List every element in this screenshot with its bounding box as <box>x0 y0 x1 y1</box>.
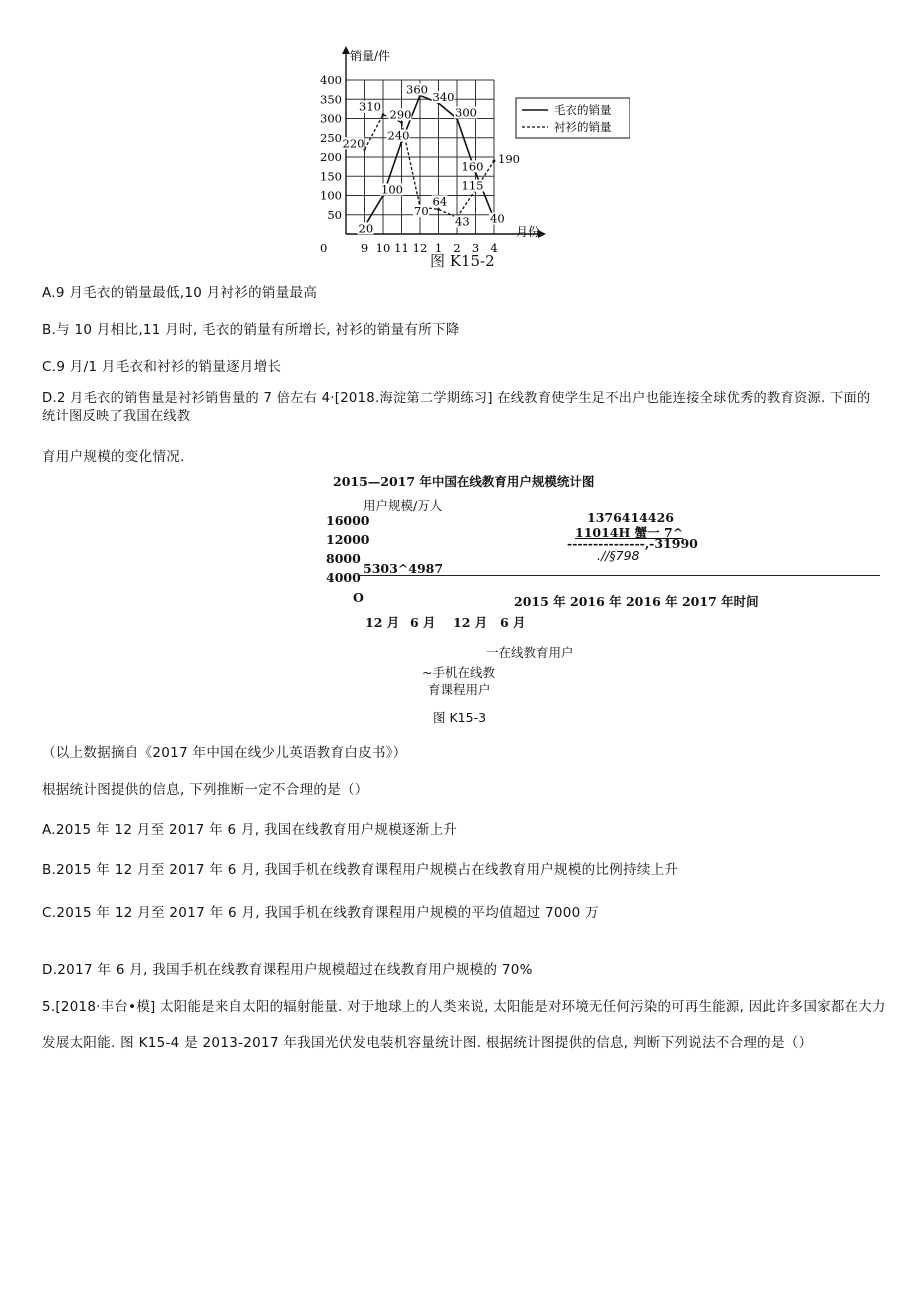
question-4-intro-tail: 育用户规模的变化情况. <box>42 449 185 465</box>
y-axis-arrow <box>342 46 350 54</box>
option-d-q3-text: D.2 月毛衣的销售量是衬衫销售量的 7 倍左右 4·[2018.海淀第二学期练习] 在线教育使学生足不出户也能连接全球优秀的教育资源. 下面的统计图反映了我国在线教 <box>42 391 871 424</box>
y-tick-label: 50 <box>327 207 342 222</box>
value-label-4: .//§798 <box>597 548 640 563</box>
sales-line-chart <box>300 40 630 280</box>
data-label: 20 <box>358 221 374 236</box>
data-label: 100 <box>381 182 403 197</box>
x-tick-label: 11 <box>394 241 409 255</box>
x-axis-label: 月份 <box>516 225 541 239</box>
value-label-first: 5303^4987 <box>363 561 444 576</box>
legend-mobile-users-line2: 育课程用户 <box>428 682 491 697</box>
y-tick-8000: 8000 <box>326 551 361 566</box>
x-tick-label: 12 <box>412 241 428 255</box>
option-a-q3: A.9 月毛衣的销量最低,10 月衬衫的销量最高 <box>42 285 318 301</box>
data-label: 64 <box>432 194 448 209</box>
legend-online-users: 一在线教育用户 <box>486 645 574 660</box>
legend-label-shirt: 衬衫的销量 <box>554 120 612 134</box>
data-label: 115 <box>461 178 484 193</box>
data-label: 220 <box>342 136 365 151</box>
y-tick-label: 400 <box>320 73 342 87</box>
y-tick-16000: 16000 <box>326 513 370 528</box>
shirt-sales-point <box>493 159 496 162</box>
data-source-note: （以上数据摘自《2017 年中国在线少儿英语教育白皮书》） <box>42 745 407 761</box>
data-label: 300 <box>455 105 477 120</box>
data-label: 340 <box>432 90 455 105</box>
value-label-top: 1376414426 <box>587 510 674 525</box>
option-c-q4: C.2015 年 12 月至 2017 年 6 月, 我国手机在线教育课程用户规模的平均值超过 7000 万 <box>42 905 599 921</box>
y-tick-label: 150 <box>320 169 342 184</box>
chart-title: 2015—2017 年中国在线教育用户规模统计图 <box>333 474 595 489</box>
x-tick-label: 2 <box>453 241 461 255</box>
x-tick-label: 10 <box>375 241 391 255</box>
option-d-q4: D.2017 年 6 月, 我国手机在线教育课程用户规模超过在线教育用户规模的 70% <box>42 962 533 978</box>
option-d-q3 <box>42 390 880 426</box>
y-tick-12000: 12000 <box>326 532 370 547</box>
shirt-sales-point <box>400 121 403 124</box>
x-tick-label: 4 <box>490 241 498 255</box>
origin-label: 0 <box>320 241 328 255</box>
option-b-q3: B.与 10 月相比,11 月时, 毛衣的销量有所增长, 衬衫的销量有所下降 <box>42 322 460 338</box>
data-label: 290 <box>389 107 412 122</box>
option-b-q4: B.2015 年 12 月至 2017 年 6 月, 我国手机在线教育课程用户规模占在线教育用户规模的比例持续上升 <box>42 862 679 878</box>
data-label: 70 <box>414 204 429 219</box>
x-tick-label: 3 <box>471 241 480 255</box>
y-tick-4000: 4000 <box>326 570 361 585</box>
x-axis-line <box>358 575 880 576</box>
y-tick-label: 100 <box>320 188 342 203</box>
x-labels-years: 2015 年 2016 年 2016 年 2017 年时间 <box>514 594 759 609</box>
data-label: 190 <box>498 151 520 166</box>
origin-label: O <box>353 590 364 605</box>
sales-line-chart-svg <box>300 40 630 280</box>
data-label: 240 <box>387 128 410 143</box>
x-tick-label: 9 <box>360 241 369 255</box>
x-tick-label: 1 <box>434 241 443 255</box>
x-label-month-2: 6 月 <box>410 615 436 630</box>
legend-label-sweater: 毛衣的销量 <box>554 103 612 117</box>
y-tick-label: 300 <box>320 111 342 126</box>
figure-caption-k15-3: 图 K15-3 <box>433 710 487 725</box>
data-label: 40 <box>490 211 505 226</box>
y-tick-label: 250 <box>320 130 342 145</box>
question-5-line1: 5.[2018·丰台•模] 太阳能是来自太阳的辐射能量. 对于地球上的人类来说, 太阳能是对环境无任何污染的可再生能源, 因此许多国家都在大力 <box>42 1000 886 1015</box>
question-4-prompt: 根据统计图提供的信息, 下列推断一定不合理的是（） <box>42 782 369 798</box>
data-label: 43 <box>455 214 470 229</box>
y-tick-label: 200 <box>320 150 342 164</box>
shirt-sales-point <box>382 113 385 116</box>
x-label-month-4: 6 月 <box>500 615 526 630</box>
option-c-q3: C.9 月/1 月毛衣和衬衫的销量逐月增长 <box>42 359 282 375</box>
x-label-month-3: 12 月 <box>453 615 488 630</box>
shirt-sales-point <box>437 208 440 211</box>
option-a-q4: A.2015 年 12 月至 2017 年 6 月, 我国在线教育用户规模逐渐上升 <box>42 822 458 838</box>
figure-caption-k15-2: 图 K15-2 <box>430 252 495 270</box>
question-5-line2: 发展太阳能. 图 K15-4 是 2013-2017 年我国光伏发电装机容量统计图. 根据统计图提供的信息, 判断下列说法不合理的是（） <box>42 1035 813 1051</box>
legend-mobile-users-line1: ~手机在线教 <box>422 665 495 680</box>
data-label: 160 <box>461 159 484 174</box>
data-label: 310 <box>359 99 381 114</box>
value-label-3: ---------------,-31990 <box>567 536 698 551</box>
value-label-2: 11014H 蟹一 7^ <box>575 525 684 540</box>
y-axis-label: 用户规模/万人 <box>363 498 443 513</box>
x-label-month-1: 12 月 <box>365 615 400 630</box>
data-label: 360 <box>406 82 428 97</box>
y-axis-label: 销量/件 <box>350 49 391 63</box>
y-tick-label: 350 <box>320 92 342 107</box>
